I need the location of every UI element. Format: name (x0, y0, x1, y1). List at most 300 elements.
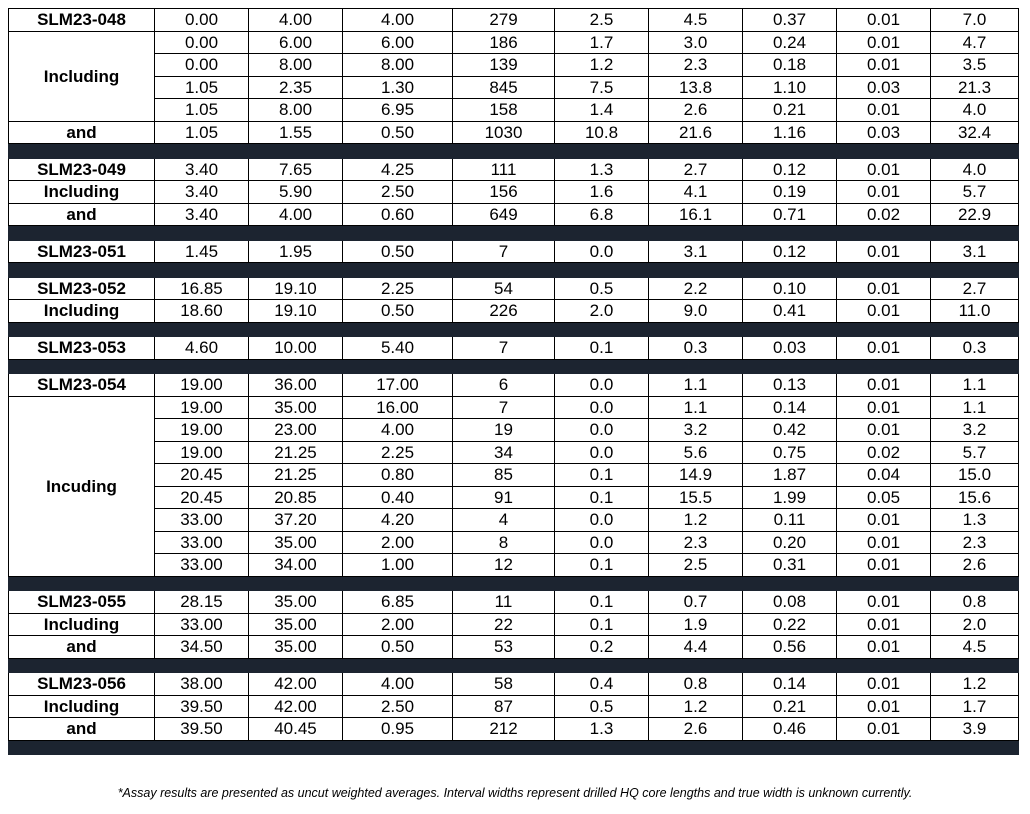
value-cell: 1.87 (743, 464, 837, 487)
hole-or-interval-label: SLM23-052 (9, 277, 155, 300)
value-cell: 0.01 (837, 9, 931, 32)
value-cell: 42.00 (249, 695, 343, 718)
value-cell: 6.00 (343, 31, 453, 54)
hole-or-interval-label: and (9, 636, 155, 659)
value-cell: 4.0 (931, 99, 1019, 122)
hole-or-interval-label: SLM23-056 (9, 673, 155, 696)
value-cell: 0.03 (743, 337, 837, 360)
value-cell: 0.0 (555, 374, 649, 397)
value-cell: 0.01 (837, 337, 931, 360)
value-cell: 0.1 (555, 486, 649, 509)
value-cell: 2.3 (649, 531, 743, 554)
value-cell: 8.00 (249, 54, 343, 77)
table-row (9, 613, 1019, 636)
value-cell: 0.01 (837, 277, 931, 300)
value-cell: 1.2 (555, 54, 649, 77)
value-cell: 2.6 (649, 99, 743, 122)
value-cell: 1.30 (343, 76, 453, 99)
value-cell: 2.35 (249, 76, 343, 99)
value-cell: 0.50 (343, 636, 453, 659)
value-cell: 1.05 (155, 76, 249, 99)
table-row (9, 486, 1019, 509)
value-cell: 0.8 (931, 591, 1019, 614)
hole-or-interval-label: SLM23-055 (9, 591, 155, 614)
value-cell: 10.8 (555, 121, 649, 144)
value-cell: 19.10 (249, 277, 343, 300)
value-cell: 4.60 (155, 337, 249, 360)
value-cell: 0.00 (155, 31, 249, 54)
value-cell: 5.90 (249, 181, 343, 204)
value-cell: 14.9 (649, 464, 743, 487)
value-cell: 53 (453, 636, 555, 659)
hole-or-interval-label: Including (9, 300, 155, 323)
value-cell: 1.10 (743, 76, 837, 99)
hole-or-interval-label: SLM23-051 (9, 240, 155, 263)
group-separator (9, 322, 1019, 337)
table-body (9, 9, 1019, 755)
value-cell: 39.50 (155, 695, 249, 718)
value-cell: 0.42 (743, 419, 837, 442)
value-cell: 3.0 (649, 31, 743, 54)
table-row (9, 9, 1019, 32)
value-cell: 9.0 (649, 300, 743, 323)
separator-bar (9, 576, 1019, 591)
value-cell: 139 (453, 54, 555, 77)
value-cell: 0.03 (837, 121, 931, 144)
table-row (9, 374, 1019, 397)
value-cell: 0.3 (931, 337, 1019, 360)
value-cell: 0.01 (837, 695, 931, 718)
value-cell: 35.00 (249, 396, 343, 419)
value-cell: 1.45 (155, 240, 249, 263)
value-cell: 35.00 (249, 591, 343, 614)
table-row (9, 300, 1019, 323)
value-cell: 1.05 (155, 121, 249, 144)
value-cell: 37.20 (249, 509, 343, 532)
value-cell: 20.85 (249, 486, 343, 509)
table-row (9, 203, 1019, 226)
value-cell: 3.2 (931, 419, 1019, 442)
value-cell: 0.31 (743, 554, 837, 577)
value-cell: 0.00 (155, 54, 249, 77)
value-cell: 0.01 (837, 181, 931, 204)
value-cell: 0.95 (343, 718, 453, 741)
group-separator (9, 576, 1019, 591)
value-cell: 58 (453, 673, 555, 696)
value-cell: 15.0 (931, 464, 1019, 487)
value-cell: 21.25 (249, 441, 343, 464)
value-cell: 0.4 (555, 673, 649, 696)
table-row (9, 554, 1019, 577)
value-cell: 1.6 (555, 181, 649, 204)
value-cell: 0.56 (743, 636, 837, 659)
value-cell: 2.6 (931, 554, 1019, 577)
value-cell: 2.3 (649, 54, 743, 77)
value-cell: 7.65 (249, 158, 343, 181)
value-cell: 5.7 (931, 181, 1019, 204)
value-cell: 1.99 (743, 486, 837, 509)
value-cell: 0.03 (837, 76, 931, 99)
value-cell: 5.40 (343, 337, 453, 360)
value-cell: 0.41 (743, 300, 837, 323)
value-cell: 0.37 (743, 9, 837, 32)
value-cell: 279 (453, 9, 555, 32)
value-cell: 3.40 (155, 158, 249, 181)
value-cell: 0.40 (343, 486, 453, 509)
value-cell: 0.12 (743, 240, 837, 263)
value-cell: 6.00 (249, 31, 343, 54)
value-cell: 15.6 (931, 486, 1019, 509)
value-cell: 7.5 (555, 76, 649, 99)
value-cell: 4 (453, 509, 555, 532)
value-cell: 33.00 (155, 613, 249, 636)
separator-bar (9, 740, 1019, 755)
value-cell: 19 (453, 419, 555, 442)
group-separator (9, 226, 1019, 241)
value-cell: 16.00 (343, 396, 453, 419)
table-row (9, 31, 1019, 54)
group-separator (9, 658, 1019, 673)
hole-or-interval-label: Including (9, 181, 155, 204)
value-cell: 8.00 (249, 99, 343, 122)
value-cell: 0.00 (155, 9, 249, 32)
table-row (9, 158, 1019, 181)
value-cell: 845 (453, 76, 555, 99)
value-cell: 0.13 (743, 374, 837, 397)
value-cell: 4.4 (649, 636, 743, 659)
value-cell: 35.00 (249, 613, 343, 636)
footnote: *Assay results are presented as uncut weighted averages. Interval widths represent drilled HQ core lengths and true width is unknown currently. (117, 786, 913, 800)
value-cell: 7 (453, 396, 555, 419)
value-cell: 34.50 (155, 636, 249, 659)
value-cell: 0.01 (837, 673, 931, 696)
value-cell: 2.25 (343, 277, 453, 300)
value-cell: 1.2 (931, 673, 1019, 696)
value-cell: 1.3 (931, 509, 1019, 532)
value-cell: 10.00 (249, 337, 343, 360)
value-cell: 0.01 (837, 31, 931, 54)
group-separator (9, 359, 1019, 374)
table-row (9, 337, 1019, 360)
value-cell: 0.12 (743, 158, 837, 181)
value-cell: 0.80 (343, 464, 453, 487)
separator-bar (9, 359, 1019, 374)
value-cell: 1.00 (343, 554, 453, 577)
value-cell: 87 (453, 695, 555, 718)
value-cell: 17.00 (343, 374, 453, 397)
value-cell: 3.1 (649, 240, 743, 263)
value-cell: 2.2 (649, 277, 743, 300)
value-cell: 0.01 (837, 300, 931, 323)
value-cell: 8.00 (343, 54, 453, 77)
value-cell: 1.4 (555, 99, 649, 122)
value-cell: 16.1 (649, 203, 743, 226)
value-cell: 111 (453, 158, 555, 181)
value-cell: 0.01 (837, 158, 931, 181)
value-cell: 0.02 (837, 203, 931, 226)
table-row (9, 277, 1019, 300)
table-row (9, 531, 1019, 554)
value-cell: 0.24 (743, 31, 837, 54)
value-cell: 1.3 (555, 158, 649, 181)
value-cell: 2.0 (931, 613, 1019, 636)
value-cell: 4.20 (343, 509, 453, 532)
value-cell: 0.75 (743, 441, 837, 464)
separator-bar (9, 322, 1019, 337)
value-cell: 212 (453, 718, 555, 741)
value-cell: 35.00 (249, 636, 343, 659)
value-cell: 649 (453, 203, 555, 226)
value-cell: 33.00 (155, 554, 249, 577)
value-cell: 4.00 (343, 419, 453, 442)
hole-or-interval-label: SLM23-048 (9, 9, 155, 32)
value-cell: 1.1 (931, 396, 1019, 419)
value-cell: 19.00 (155, 374, 249, 397)
value-cell: 20.45 (155, 486, 249, 509)
value-cell: 18.60 (155, 300, 249, 323)
value-cell: 15.5 (649, 486, 743, 509)
value-cell: 0.2 (555, 636, 649, 659)
separator-bar (9, 658, 1019, 673)
value-cell: 0.01 (837, 396, 931, 419)
interval-label: Incuding (9, 396, 155, 576)
value-cell: 19.00 (155, 396, 249, 419)
hole-or-interval-label: Including (9, 695, 155, 718)
value-cell: 4.5 (649, 9, 743, 32)
hole-or-interval-label: and (9, 203, 155, 226)
value-cell: 0.04 (837, 464, 931, 487)
value-cell: 1.1 (931, 374, 1019, 397)
value-cell: 0.1 (555, 613, 649, 636)
value-cell: 1.9 (649, 613, 743, 636)
value-cell: 0.1 (555, 591, 649, 614)
value-cell: 2.00 (343, 613, 453, 636)
value-cell: 22 (453, 613, 555, 636)
value-cell: 1.95 (249, 240, 343, 263)
value-cell: 0.71 (743, 203, 837, 226)
value-cell: 0.8 (649, 673, 743, 696)
value-cell: 0.46 (743, 718, 837, 741)
value-cell: 2.6 (649, 718, 743, 741)
value-cell: 0.01 (837, 54, 931, 77)
value-cell: 2.50 (343, 695, 453, 718)
value-cell: 19.10 (249, 300, 343, 323)
value-cell: 1.1 (649, 396, 743, 419)
value-cell: 4.00 (343, 9, 453, 32)
value-cell: 42.00 (249, 673, 343, 696)
value-cell: 3.40 (155, 203, 249, 226)
value-cell: 0.20 (743, 531, 837, 554)
value-cell: 4.00 (249, 203, 343, 226)
table-row (9, 464, 1019, 487)
value-cell: 0.1 (555, 337, 649, 360)
group-separator (9, 144, 1019, 159)
value-cell: 0.01 (837, 718, 931, 741)
value-cell: 226 (453, 300, 555, 323)
value-cell: 32.4 (931, 121, 1019, 144)
table-row (9, 240, 1019, 263)
value-cell: 2.5 (555, 9, 649, 32)
value-cell: 40.45 (249, 718, 343, 741)
value-cell: 7 (453, 240, 555, 263)
value-cell: 0.05 (837, 486, 931, 509)
value-cell: 54 (453, 277, 555, 300)
value-cell: 2.5 (649, 554, 743, 577)
value-cell: 0.0 (555, 240, 649, 263)
value-cell: 0.21 (743, 695, 837, 718)
value-cell: 19.00 (155, 441, 249, 464)
value-cell: 4.25 (343, 158, 453, 181)
table-row (9, 419, 1019, 442)
value-cell: 2.00 (343, 531, 453, 554)
hole-or-interval-label: Including (9, 613, 155, 636)
value-cell: 21.25 (249, 464, 343, 487)
hole-or-interval-label: and (9, 121, 155, 144)
value-cell: 33.00 (155, 509, 249, 532)
value-cell: 0.01 (837, 531, 931, 554)
value-cell: 0.14 (743, 673, 837, 696)
value-cell: 11.0 (931, 300, 1019, 323)
value-cell: 16.85 (155, 277, 249, 300)
value-cell: 0.01 (837, 591, 931, 614)
value-cell: 156 (453, 181, 555, 204)
value-cell: 1.16 (743, 121, 837, 144)
value-cell: 39.50 (155, 718, 249, 741)
value-cell: 0.50 (343, 121, 453, 144)
value-cell: 0.60 (343, 203, 453, 226)
value-cell: 0.22 (743, 613, 837, 636)
value-cell: 0.1 (555, 554, 649, 577)
value-cell: 33.00 (155, 531, 249, 554)
value-cell: 4.00 (343, 673, 453, 696)
value-cell: 6.95 (343, 99, 453, 122)
value-cell: 4.5 (931, 636, 1019, 659)
group-separator (9, 740, 1019, 755)
value-cell: 7.0 (931, 9, 1019, 32)
value-cell: 0.01 (837, 99, 931, 122)
table-row (9, 591, 1019, 614)
value-cell: 4.7 (931, 31, 1019, 54)
separator-bar (9, 226, 1019, 241)
value-cell: 19.00 (155, 419, 249, 442)
value-cell: 0.01 (837, 613, 931, 636)
value-cell: 1030 (453, 121, 555, 144)
value-cell: 1.1 (649, 374, 743, 397)
value-cell: 38.00 (155, 673, 249, 696)
value-cell: 0.50 (343, 240, 453, 263)
value-cell: 4.1 (649, 181, 743, 204)
value-cell: 0.01 (837, 554, 931, 577)
separator-bar (9, 144, 1019, 159)
value-cell: 8 (453, 531, 555, 554)
value-cell: 0.5 (555, 695, 649, 718)
value-cell: 1.2 (649, 695, 743, 718)
value-cell: 34 (453, 441, 555, 464)
value-cell: 0.01 (837, 509, 931, 532)
value-cell: 3.9 (931, 718, 1019, 741)
value-cell: 0.18 (743, 54, 837, 77)
value-cell: 6.8 (555, 203, 649, 226)
value-cell: 0.1 (555, 464, 649, 487)
hole-or-interval-label: SLM23-049 (9, 158, 155, 181)
value-cell: 7 (453, 337, 555, 360)
value-cell: 2.25 (343, 441, 453, 464)
value-cell: 3.2 (649, 419, 743, 442)
value-cell: 13.8 (649, 76, 743, 99)
value-cell: 21.6 (649, 121, 743, 144)
value-cell: 6.85 (343, 591, 453, 614)
table-row (9, 695, 1019, 718)
table-row (9, 396, 1019, 419)
value-cell: 0.3 (649, 337, 743, 360)
separator-bar (9, 263, 1019, 278)
value-cell: 0.5 (555, 277, 649, 300)
value-cell: 36.00 (249, 374, 343, 397)
table-row (9, 99, 1019, 122)
value-cell: 4.0 (931, 158, 1019, 181)
value-cell: 3.40 (155, 181, 249, 204)
value-cell: 23.00 (249, 419, 343, 442)
value-cell: 2.0 (555, 300, 649, 323)
value-cell: 0.21 (743, 99, 837, 122)
value-cell: 1.3 (555, 718, 649, 741)
value-cell: 21.3 (931, 76, 1019, 99)
value-cell: 20.45 (155, 464, 249, 487)
value-cell: 0.7 (649, 591, 743, 614)
interval-label: Including (9, 31, 155, 121)
value-cell: 158 (453, 99, 555, 122)
table-row (9, 76, 1019, 99)
value-cell: 0.02 (837, 441, 931, 464)
value-cell: 0.0 (555, 531, 649, 554)
value-cell: 2.7 (649, 158, 743, 181)
value-cell: 1.55 (249, 121, 343, 144)
value-cell: 28.15 (155, 591, 249, 614)
value-cell: 1.2 (649, 509, 743, 532)
value-cell: 1.7 (555, 31, 649, 54)
value-cell: 0.01 (837, 240, 931, 263)
value-cell: 5.7 (931, 441, 1019, 464)
value-cell: 1.7 (931, 695, 1019, 718)
value-cell: 22.9 (931, 203, 1019, 226)
value-cell: 186 (453, 31, 555, 54)
value-cell: 0.50 (343, 300, 453, 323)
value-cell: 12 (453, 554, 555, 577)
value-cell: 5.6 (649, 441, 743, 464)
hole-or-interval-label: SLM23-053 (9, 337, 155, 360)
value-cell: 35.00 (249, 531, 343, 554)
value-cell: 2.50 (343, 181, 453, 204)
table-row (9, 718, 1019, 741)
table-row (9, 54, 1019, 77)
value-cell: 0.01 (837, 374, 931, 397)
group-separator (9, 263, 1019, 278)
value-cell: 4.00 (249, 9, 343, 32)
value-cell: 2.7 (931, 277, 1019, 300)
value-cell: 0.0 (555, 441, 649, 464)
value-cell: 2.3 (931, 531, 1019, 554)
table-row (9, 181, 1019, 204)
value-cell: 0.01 (837, 636, 931, 659)
table-row (9, 636, 1019, 659)
value-cell: 85 (453, 464, 555, 487)
value-cell: 3.1 (931, 240, 1019, 263)
value-cell: 0.0 (555, 396, 649, 419)
value-cell: 0.01 (837, 419, 931, 442)
value-cell: 0.0 (555, 419, 649, 442)
value-cell: 91 (453, 486, 555, 509)
value-cell: 11 (453, 591, 555, 614)
